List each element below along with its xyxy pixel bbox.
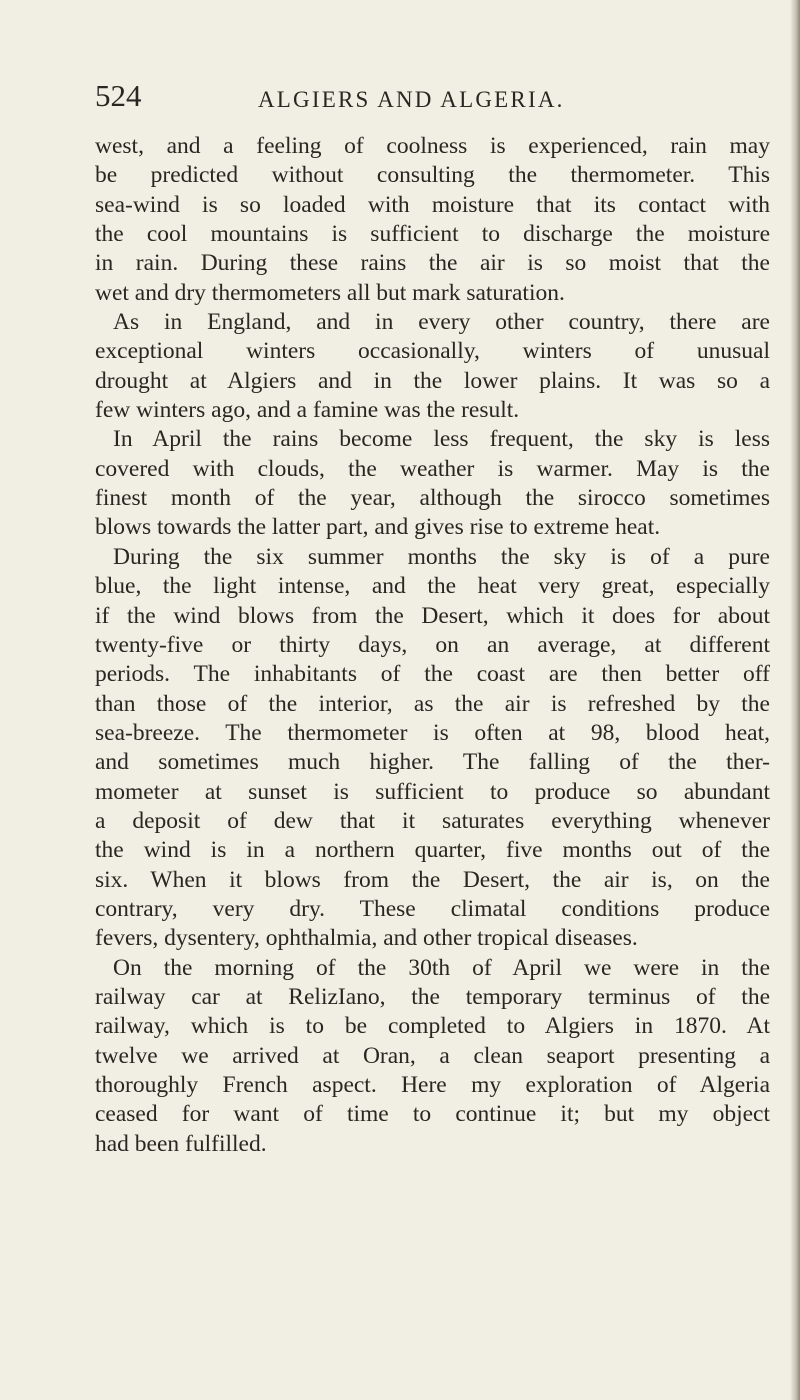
text-line: blows towards the latter part, and gives rise to extreme heat. <box>95 514 661 541</box>
text-line: the wind is in a northern quarter, five months out of the <box>95 837 770 864</box>
text-line: the cool mountains is sufficient to discharge the moisture <box>95 221 770 248</box>
paragraph-start-line: As in England, and in every other country, there are <box>113 309 770 336</box>
text-line: mometer at sunset is sufficient to produce so abundant <box>95 778 770 805</box>
text-line: covered with clouds, the weather is warmer. May is the <box>95 455 770 482</box>
text-line: wet and dry thermometers all but mark saturation. <box>95 279 565 306</box>
paragraph-start-line: In April the rains become less frequent, the sky is less <box>113 426 770 453</box>
text-line: railway car at RelizIano, the temporary terminus of the <box>95 983 770 1010</box>
text-line: sea-breeze. The thermometer is often at 98, blood heat, <box>95 719 770 746</box>
text-line: drought at Algiers and in the lower plains. It was so a <box>95 367 770 394</box>
paragraph-start-line: During the six summer months the sky is of a pure <box>113 543 770 570</box>
page-number: 524 <box>95 78 142 113</box>
text-line: be predicted without consulting the thermometer. This <box>95 162 770 189</box>
page-edge-shadow <box>790 0 800 1400</box>
text-line: a deposit of dew that it saturates everything whenever <box>95 807 770 834</box>
text-line: finest month of the year, although the sirocco sometimes <box>95 485 770 512</box>
paragraph-start-line: On the morning of the 30th of April we were in the <box>113 954 770 981</box>
body-text <box>95 132 770 1159</box>
text-line: ceased for want of time to continue it; but my object <box>95 1101 770 1128</box>
text-line: had been fulfilled. <box>95 1130 267 1157</box>
text-line: six. When it blows from the Desert, the air is, on the <box>95 866 770 893</box>
text-line: fevers, dysentery, ophthalmia, and other tropical diseases. <box>95 925 638 952</box>
text-line: contrary, very dry. These climatal conditions produce <box>95 895 770 922</box>
text-line: twenty-five or thirty days, on an average, at different <box>95 631 770 658</box>
text-line: twelve we arrived at Oran, a clean seaport presenting a <box>95 1042 770 1069</box>
text-line: exceptional winters occasionally, winters of unusual <box>95 338 770 365</box>
text-line: periods. The inhabitants of the coast are then better off <box>95 661 770 688</box>
text-line: than those of the interior, as the air is refreshed by the <box>95 690 770 717</box>
text-line: thoroughly French aspect. Here my exploration of Algeria <box>95 1072 770 1098</box>
text-line: railway, which is to be completed to Algiers in 1870. At <box>95 1013 770 1040</box>
text-line: and sometimes much higher. The falling of the ther- <box>95 749 770 776</box>
text-line: sea-wind is so loaded with moisture that its contact with <box>95 191 770 218</box>
text-line: west, and a feeling of coolness is experienced, rain may <box>95 133 770 159</box>
running-title: ALGIERS AND ALGERIA. <box>258 87 565 112</box>
text-line: blue, the light intense, and the heat very great, especially <box>95 573 770 600</box>
text-line: if the wind blows from the Desert, which it does for about <box>95 602 770 629</box>
text-line: few winters ago, and a famine was the result. <box>95 397 520 424</box>
text-line: in rain. During these rains the air is so moist that the <box>95 250 770 277</box>
